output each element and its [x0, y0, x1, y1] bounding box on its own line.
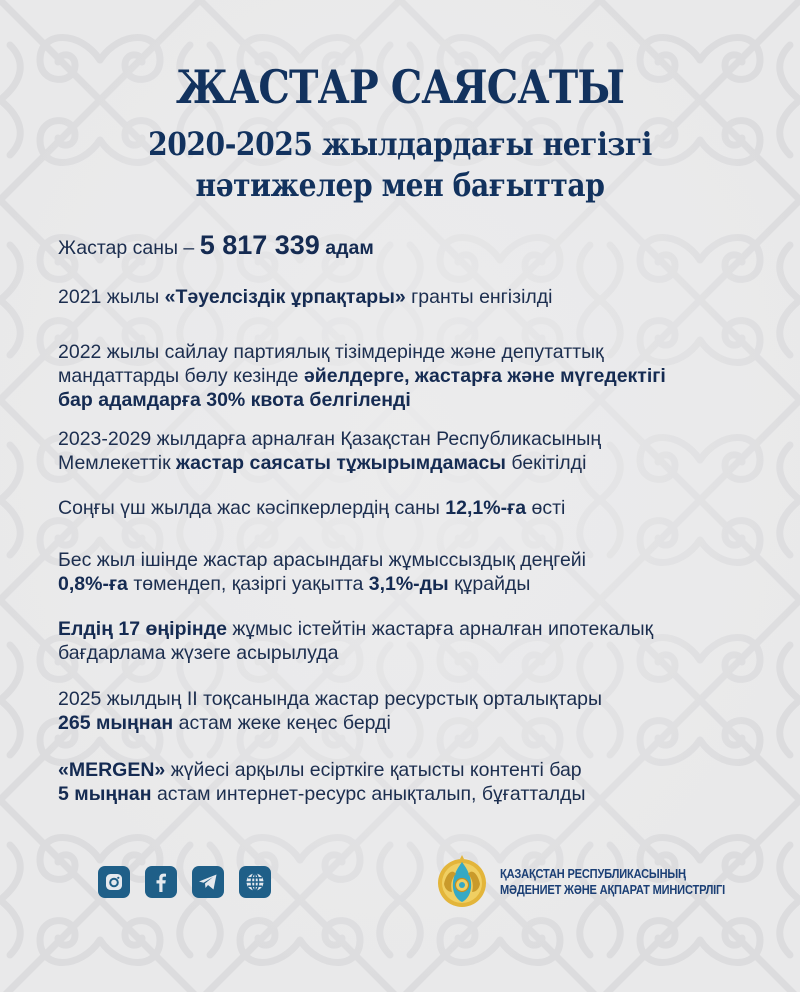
fact-youth-count: [58, 230, 778, 263]
fact-text: жұмыс істейтін жастарға арналған ипотекалық: [226, 618, 654, 640]
fact-resource-centers: [58, 687, 778, 735]
fact-text: Мемлекеттік: [58, 452, 177, 474]
fact-text-bold: 0,8%-ға: [58, 573, 128, 595]
fact-text: Жастар саны –: [58, 237, 200, 259]
fact-text: Соңғы үш жылда жас кәсіпкерлердің саны: [58, 497, 446, 519]
youth-count-value: 5 817 339: [199, 230, 320, 260]
fact-text: өсті: [526, 497, 566, 519]
fact-text-bold: «Тәуелсіздік ұрпақтары»: [164, 286, 406, 308]
subtitle-line-1: 2020-2025 жылдардағы негізгі: [148, 125, 652, 163]
website-button[interactable]: [239, 866, 271, 898]
fact-unemployment: [58, 548, 778, 596]
fact-entrepreneurs: [58, 496, 778, 520]
fact-text-bold: әйелдерге, жастарға және мүгедектігі: [303, 365, 666, 387]
fact-text: 2021 жылы: [58, 286, 165, 308]
instagram-button[interactable]: [98, 866, 130, 898]
fact-text: астам жеке кеңес берді: [173, 712, 391, 734]
fact-text-bold: 265 мыңнан: [58, 712, 174, 734]
fact-text: 2022 жылы сайлау партиялық тізімдерінде және депутаттық: [58, 341, 604, 363]
facebook-icon: [151, 871, 171, 893]
fact-grant: [58, 285, 778, 309]
page-subtitle: [48, 124, 752, 206]
ministry-line-1: ҚАЗАҚСТАН РЕСПУБЛИКАСЫНЫҢ: [500, 866, 686, 881]
fact-text-bold: «MERGEN»: [58, 759, 166, 781]
fact-text: төмендеп, қазіргі уақытта: [127, 573, 369, 595]
subtitle-line-2: нәтижелер мен бағыттар: [195, 166, 605, 204]
fact-quota: [58, 340, 778, 412]
fact-text: астам интернет-ресурс анықталып, бұғатталды: [151, 783, 586, 805]
fact-text-bold: 5 мыңнан: [58, 783, 152, 805]
state-emblem-icon: [436, 854, 488, 910]
fact-text: бағдарлама жүзеге асырылуда: [58, 642, 339, 664]
fact-text: гранты енгізілді: [405, 286, 553, 308]
page-title: ЖАСТАР САЯСАТЫ: [175, 60, 625, 114]
fact-text-bold: бар адамдарға 30% квота белгіленді: [58, 389, 411, 411]
fact-text: бекітілді: [505, 452, 587, 474]
fact-text-bold: 12,1%-ға: [445, 497, 527, 519]
fact-text: құрайды: [448, 573, 531, 595]
fact-text: жүйесі арқылы есірткіге қатысты контенті бар: [165, 759, 582, 781]
fact-text: 2025 жылдың II тоқсанында жастар ресурстық орталықтары: [58, 688, 603, 710]
fact-text-bold: Елдің 17 өңірінде: [58, 618, 227, 640]
fact-text: мандаттарды бөлу кезінде: [58, 365, 304, 387]
fact-concept: [58, 427, 778, 475]
fact-text-bold: 3,1%-ды: [368, 573, 449, 595]
ministry-name: [500, 866, 725, 898]
ministry-line-2: МӘДЕНИЕТ ЖӘНЕ АҚПАРАТ МИНИСТРЛІГІ: [500, 882, 726, 897]
telegram-button[interactable]: [192, 866, 224, 898]
fact-text-bold: адам: [319, 237, 374, 259]
fact-mortgage: [58, 617, 778, 665]
fact-text-bold: жастар саясаты тұжырымдамасы: [176, 452, 506, 474]
fact-text: 2023-2029 жылдарға арналған Қазақстан Республикасының: [58, 428, 602, 450]
ministry-logo: [436, 854, 765, 910]
instagram-icon: [104, 872, 124, 892]
fact-text: Бес жыл ішінде жастар арасындағы жұмыссыздық деңгейі: [58, 549, 587, 571]
facebook-button[interactable]: [145, 866, 177, 898]
telegram-icon: [197, 872, 219, 892]
fact-mergen: [58, 758, 778, 806]
social-links: [98, 866, 271, 898]
globe-icon: [244, 871, 266, 893]
